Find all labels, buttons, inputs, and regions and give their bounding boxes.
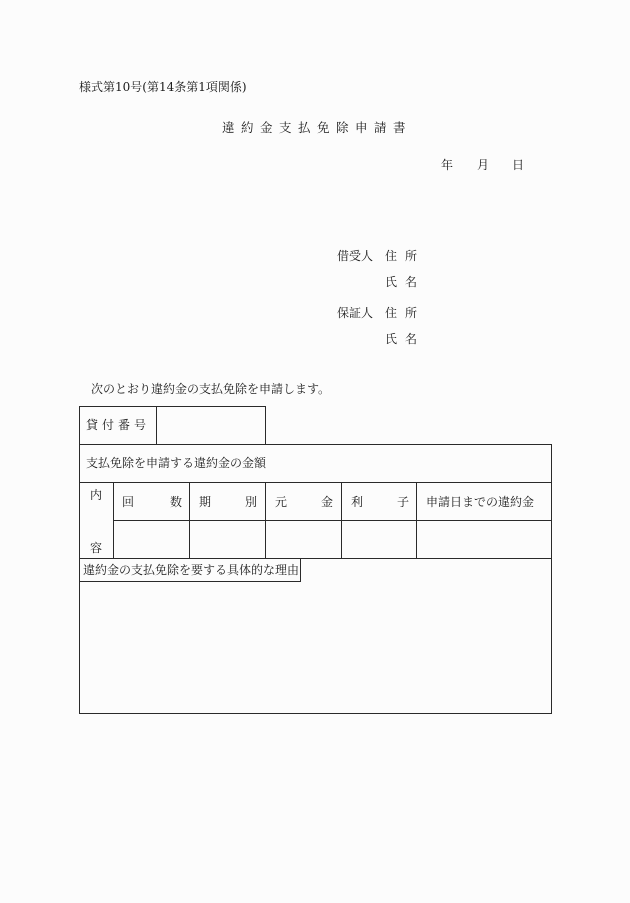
amount-label: 支払免除を申請する違約金の金額 xyxy=(86,456,267,470)
column-header-period: 別 xyxy=(245,495,258,509)
table-divider xyxy=(79,558,552,559)
table-border-top xyxy=(79,406,266,407)
date-day-label: 日 xyxy=(512,158,525,172)
reason-label: 違約金の支払免除を要する具体的な理由 xyxy=(83,563,300,577)
table-border-bottom xyxy=(79,713,552,714)
table-divider xyxy=(341,482,342,558)
table-divider xyxy=(416,482,417,558)
borrower-name-label: 氏名 xyxy=(385,275,426,289)
table-divider xyxy=(265,482,266,558)
column-header-penalty: 申請日までの違約金 xyxy=(426,495,535,509)
column-header-interest: 子 xyxy=(397,495,410,509)
intro-text: 次のとおり違約金の支払免除を申請します。 xyxy=(91,382,331,396)
document-title: 違約金支払免除申請書 xyxy=(222,120,413,135)
table-border-right xyxy=(551,444,552,714)
borrower-address-label: 住所 xyxy=(385,249,426,263)
reason-label-underline xyxy=(79,581,301,582)
table-divider xyxy=(156,406,157,444)
date-month-label: 月 xyxy=(477,158,490,172)
content-label-top: 内 xyxy=(90,488,103,502)
table-divider xyxy=(113,482,114,558)
borrower-label: 借受人 xyxy=(337,249,374,263)
form-number: 様式第10号(第14条第1項関係) xyxy=(79,80,247,94)
table-divider xyxy=(189,482,190,558)
column-header-principal: 金 xyxy=(321,495,334,509)
column-header-times: 回 xyxy=(122,495,135,509)
column-header-interest: 利 xyxy=(351,495,364,509)
table-divider xyxy=(265,406,266,444)
table-divider xyxy=(79,444,552,445)
table-border-left xyxy=(79,406,80,714)
guarantor-address-label: 住所 xyxy=(385,306,426,320)
column-header-times: 数 xyxy=(170,495,183,509)
guarantor-label: 保証人 xyxy=(337,306,374,320)
column-header-principal: 元 xyxy=(275,495,288,509)
date-year-label: 年 xyxy=(441,158,454,172)
guarantor-name-label: 氏名 xyxy=(385,332,426,346)
loan-number-label: 貸付番号 xyxy=(86,418,151,432)
table-divider xyxy=(79,482,552,483)
reason-label-border xyxy=(300,558,301,582)
content-label-bottom: 容 xyxy=(90,541,103,555)
table-divider xyxy=(113,520,552,521)
column-header-period: 期 xyxy=(199,495,212,509)
application-table xyxy=(79,406,552,714)
